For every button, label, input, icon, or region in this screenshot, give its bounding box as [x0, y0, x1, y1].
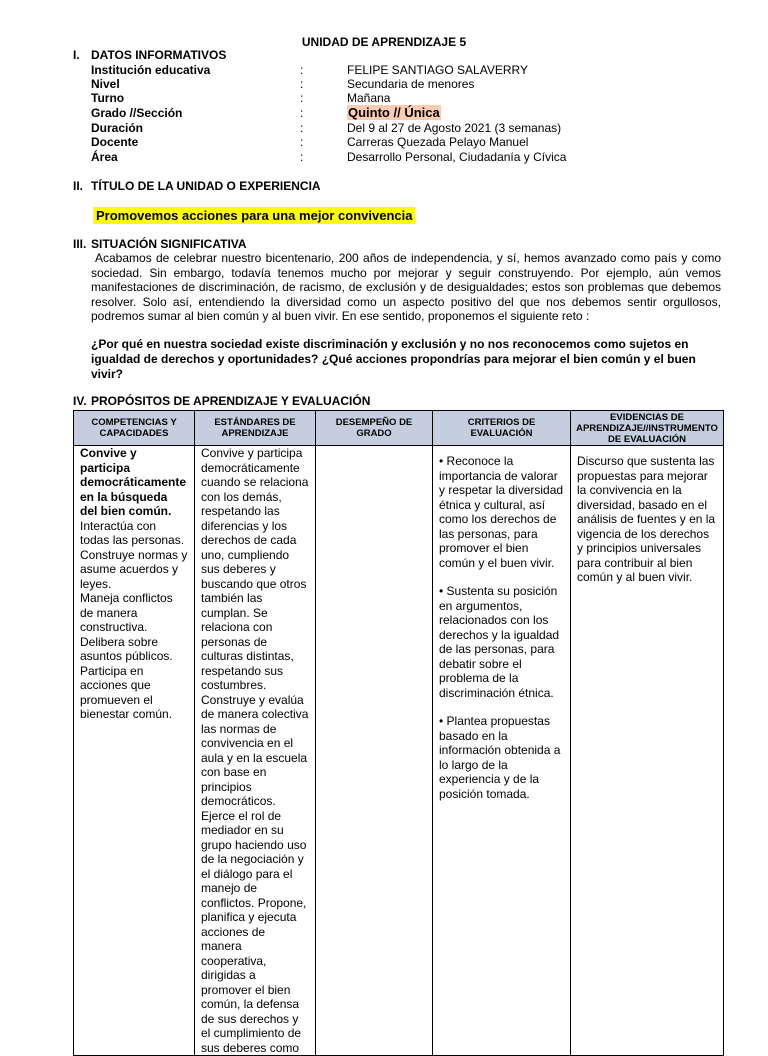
criterio-item: • Reconoce la importancia de valorar y respetar la diversidad étnica y cultural, así como los derechos de las personas, para promover el bien común y el buen vivir. [439, 454, 564, 570]
challenge-question: ¿Por qué en nuestra sociedad existe discriminación y exclusión y no nos reconocemos como sujetos en igualdad de derechos y oportunidades? ¿Qué acciones propondrías para mejorar el bien común y el buen vivir? [91, 337, 696, 381]
info-colon: : [300, 106, 304, 120]
capacidad-item: Participa en acciones que promueven el bienestar común. [80, 663, 173, 721]
header-estandares: ESTÁNDARES DE APRENDIZAJE [195, 411, 316, 446]
info-colon: : [300, 150, 304, 164]
capacidad-item: Delibera sobre asuntos públicos. [80, 634, 173, 663]
info-value-institucion: FELIPE SANTIAGO SALAVERRY [347, 63, 528, 77]
section-1-heading: DATOS INFORMATIVOS [91, 48, 227, 62]
section-3-number: III. [73, 237, 87, 251]
header-evidencias: EVIDENCIAS DE APRENDIZAJE//INSTRUMENTO DE EVALUACIÓN [571, 411, 724, 446]
evidencia-text: Discurso que sustenta las propuestas para mejorar la convivencia en la diversidad, basado en el análisis de fuentes y en la vigencia de los derechos y principios universales para contribuir al bien común y al buen vivir. [577, 454, 716, 584]
criterio-item: • Sustenta su posición en argumentos, relacionados con los derechos y la igualdad de las personas, para debatir sobre el problema de la discriminación étnica. [439, 584, 560, 700]
cell-criterios [433, 446, 571, 1056]
grado-highlight: Quinto // Única [348, 105, 440, 120]
section-4-heading: PROPÓSITOS DE APRENDIZAJE Y EVALUACIÓN [91, 394, 371, 408]
info-label-docente: Docente [91, 135, 139, 149]
info-label-nivel: Nivel [91, 77, 120, 91]
info-colon: : [300, 91, 304, 105]
unit-title-banner: Promovemos acciones para una mejor convivencia [93, 207, 415, 224]
situation-paragraph [91, 251, 721, 324]
header-criterios: CRITERIOS DE EVALUACIÓN [433, 411, 571, 446]
estandar-text: Convive y participa democráticamente cuando se relaciona con los demás, respetando las diferencias y los derechos de cada uno, cumpliendo sus deberes y buscando que otros también las cumplan. Se relaciona con personas de culturas distintas, respetando sus costumbres. Construye y evalúa de manera colectiva las normas de convivencia en el aula y en la escuela con base en principios democráticos. Ejerce el rol de mediador en su grupo haciendo uso de la negociación y el diálogo para el manejo de conflictos. Propone, planifica y ejecuta acciones de manera cooperativa, dirigidas a promover el bien común, la defensa de sus derechos y el cumplimiento de sus deberes como [201, 446, 309, 1055]
info-value-duracion: Del 9 al 27 de Agosto 2021 (3 semanas) [347, 121, 562, 135]
section-2-heading: TÍTULO DE LA UNIDAD O EXPERIENCIA [91, 179, 321, 193]
cell-evidencias [571, 446, 724, 1056]
capacidad-item: Maneja conflictos de manera constructiva. [80, 591, 173, 634]
info-colon: : [300, 63, 304, 77]
cell-competencias [74, 446, 195, 1056]
table-row [74, 446, 724, 1056]
info-label-turno: Turno [91, 91, 125, 105]
info-value-grado [347, 105, 441, 120]
situation-text: Acabamos de celebrar nuestro bicentenario, 200 años de independencia, y sí, hemos avanzado como país y como sociedad. Sin embargo, todavía tenemos mucho por mejorar y seguir construyendo. Por ejemplo, aún vemos manifestaciones de discriminación, de racismo, de exclusión y de desigualdades; estos son problemas que debemos resolver. Solo así, entendiendo la diversidad como un aspecto positivo del que nos debemos sentir orgullosos, podremos sumar al bien común y al buen vivir. En ese sentido, proponemos el siguiente reto : [91, 251, 721, 324]
criterio-item: • Plantea propuestas basado en la información obtenida a lo largo de la experiencia y de la posición tomada. [439, 714, 561, 801]
table-header-row [74, 411, 724, 446]
info-value-turno: Mañana [347, 91, 391, 105]
info-label-duracion: Duración [91, 121, 144, 135]
document-title: UNIDAD DE APRENDIZAJE 5 [301, 35, 467, 49]
capacidad-item: Construye normas y asume acuerdos y leyes. [80, 547, 188, 591]
info-colon: : [300, 135, 304, 149]
cell-estandares [195, 446, 316, 1056]
section-1-number: I. [73, 48, 80, 62]
info-label-institucion: Institución educativa [91, 63, 211, 77]
section-2-number: II. [73, 179, 84, 193]
cell-desempeno [316, 446, 433, 1056]
info-colon: : [300, 77, 304, 91]
info-value-docente: Carreras Quezada Pelayo Manuel [347, 135, 529, 149]
info-value-nivel: Secundaria de menores [347, 77, 475, 91]
capacidad-item: Interactúa con todas las personas. [80, 518, 185, 547]
evaluation-table [73, 410, 724, 1056]
info-label-grado: Grado //Sección [91, 106, 183, 120]
info-value-area: Desarrollo Personal, Ciudadanía y Cívica [347, 150, 567, 164]
info-colon: : [300, 121, 304, 135]
competencia-title: Convive y participa democráticamente en la búsqueda del bien común. [80, 446, 187, 518]
section-4-number: IV. [73, 394, 87, 408]
header-desempeno: DESEMPEÑO DE GRADO [316, 411, 433, 446]
header-competencias: COMPETENCIAS Y CAPACIDADES [74, 411, 195, 446]
info-label-area: Área [91, 150, 118, 164]
section-3-heading: SITUACIÓN SIGNIFICATIVA [91, 237, 247, 251]
